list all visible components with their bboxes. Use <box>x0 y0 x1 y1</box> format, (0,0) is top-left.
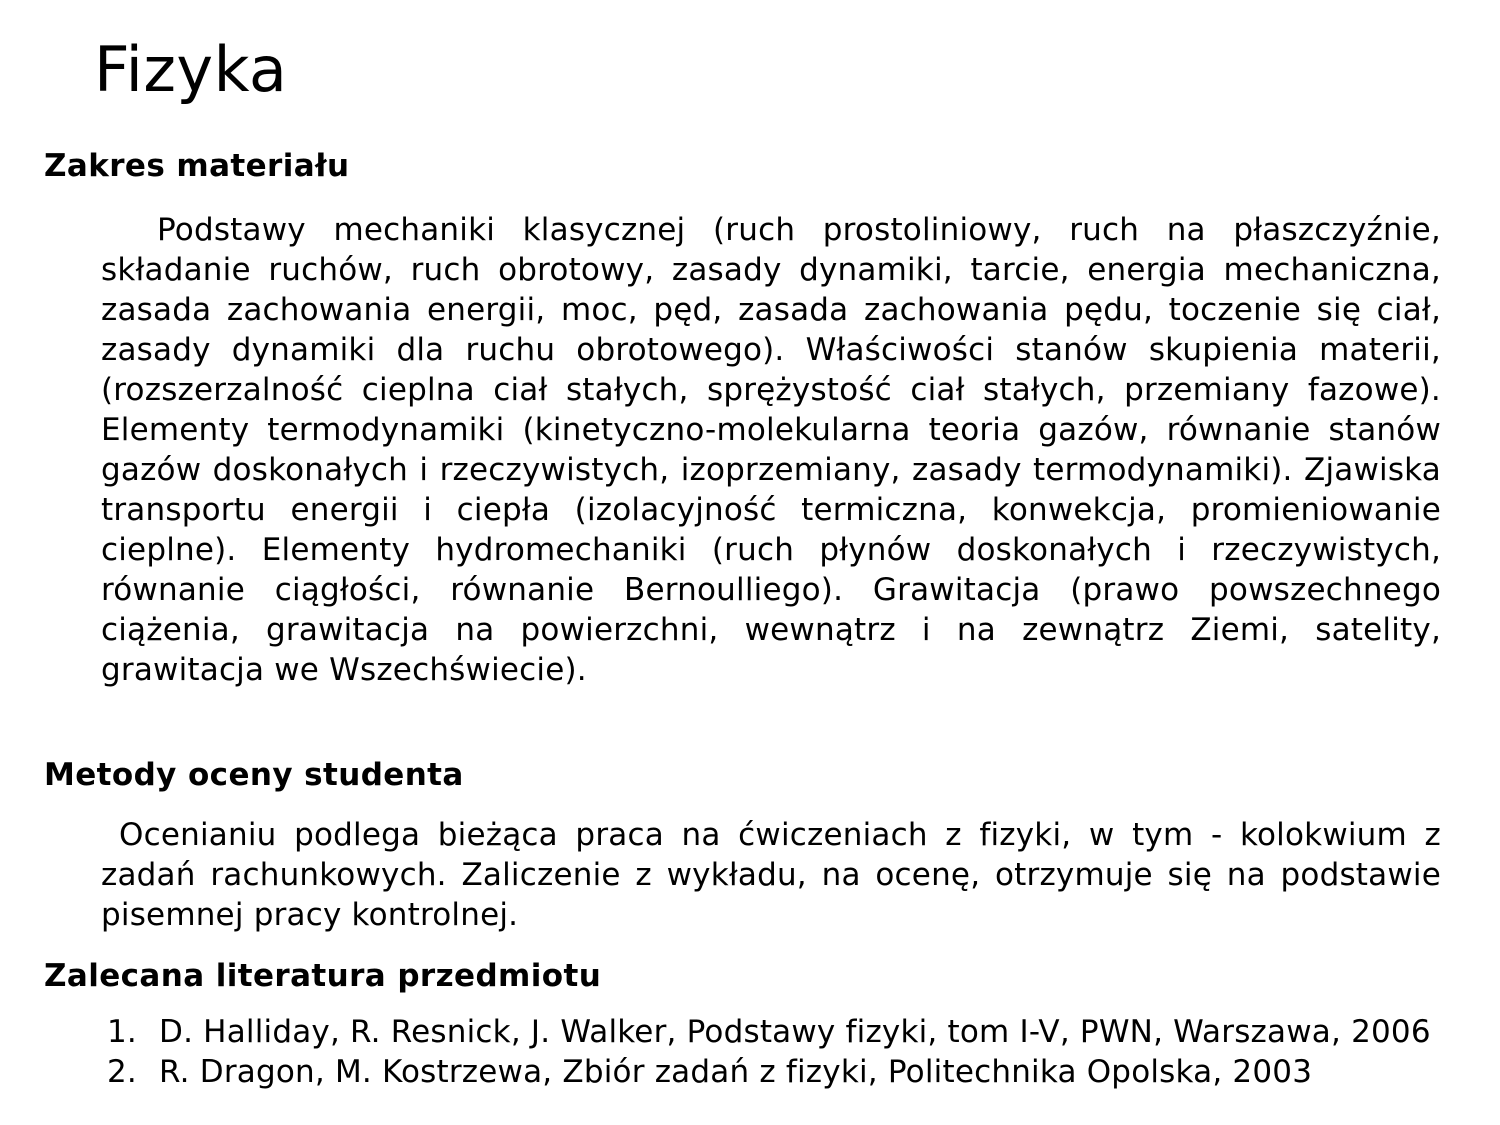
literature-item-number: 1. <box>107 1014 137 1050</box>
section-heading-scope: Zakres materiału <box>44 148 350 184</box>
assessment-paragraph: Ocenianiu podlega bieżąca praca na ćwiczeniach z fizyki, w tym - kolokwium z zadań rachunkowych. Zaliczenie z wykładu, na ocenę, otrzymuje się na podstawie pisemnej pracy kontrolnej. <box>101 817 1441 933</box>
literature-item <box>101 1012 1441 1052</box>
section-heading-literature: Zalecana literatura przedmiotu <box>44 958 602 994</box>
page-title: Fizyka <box>94 33 288 106</box>
literature-item-text: D. Halliday, R. Resnick, J. Walker, Podstawy fizyki, tom I-V, PWN, Warszawa, 2006 <box>159 1014 1431 1050</box>
scope-paragraph: Podstawy mechaniki klasycznej (ruch prostoliniowy, ruch na płaszczyźnie, składanie ruchów, ruch obrotowy, zasady dynamiki, tarcie, energia mechaniczna, zasada zachowania energii, moc, pęd, zasada zachowania pędu, toczenie się ciał, zasady dynamiki dla ruchu obrotowego). Właściwości stanów skupienia materii, (rozszerzalność cieplna ciał stałych, sprężystość ciał stałych, przemiany fazowe). Elementy termodynamiki (kinetyczno-molekularna teoria gazów, równanie stanów gazów doskonałych i rzeczywistych, izoprzemiany, zasady termodynamiki). Zjawiska transportu energii i ciepła (izolacyjność termiczna, konwekcja, promieniowanie cieplne). Elementy hydromechaniki (ruch płynów doskonałych i rzeczywistych, równanie ciągłości, równanie Bernoulliego). Grawitacja (prawo powszechnego ciążenia, grawitacja na powierzchni, wewnątrz i na zewnątrz Ziemi, satelity, grawitacja we Wszechświecie). <box>101 212 1441 688</box>
literature-item-text: R. Dragon, M. Kostrzewa, Zbiór zadań z fizyki, Politechnika Opolska, 2003 <box>159 1054 1313 1090</box>
literature-list <box>101 1012 1441 1092</box>
section-heading-assessment: Metody oceny studenta <box>44 757 464 793</box>
literature-item-number: 2. <box>107 1054 137 1090</box>
literature-item <box>101 1052 1441 1092</box>
